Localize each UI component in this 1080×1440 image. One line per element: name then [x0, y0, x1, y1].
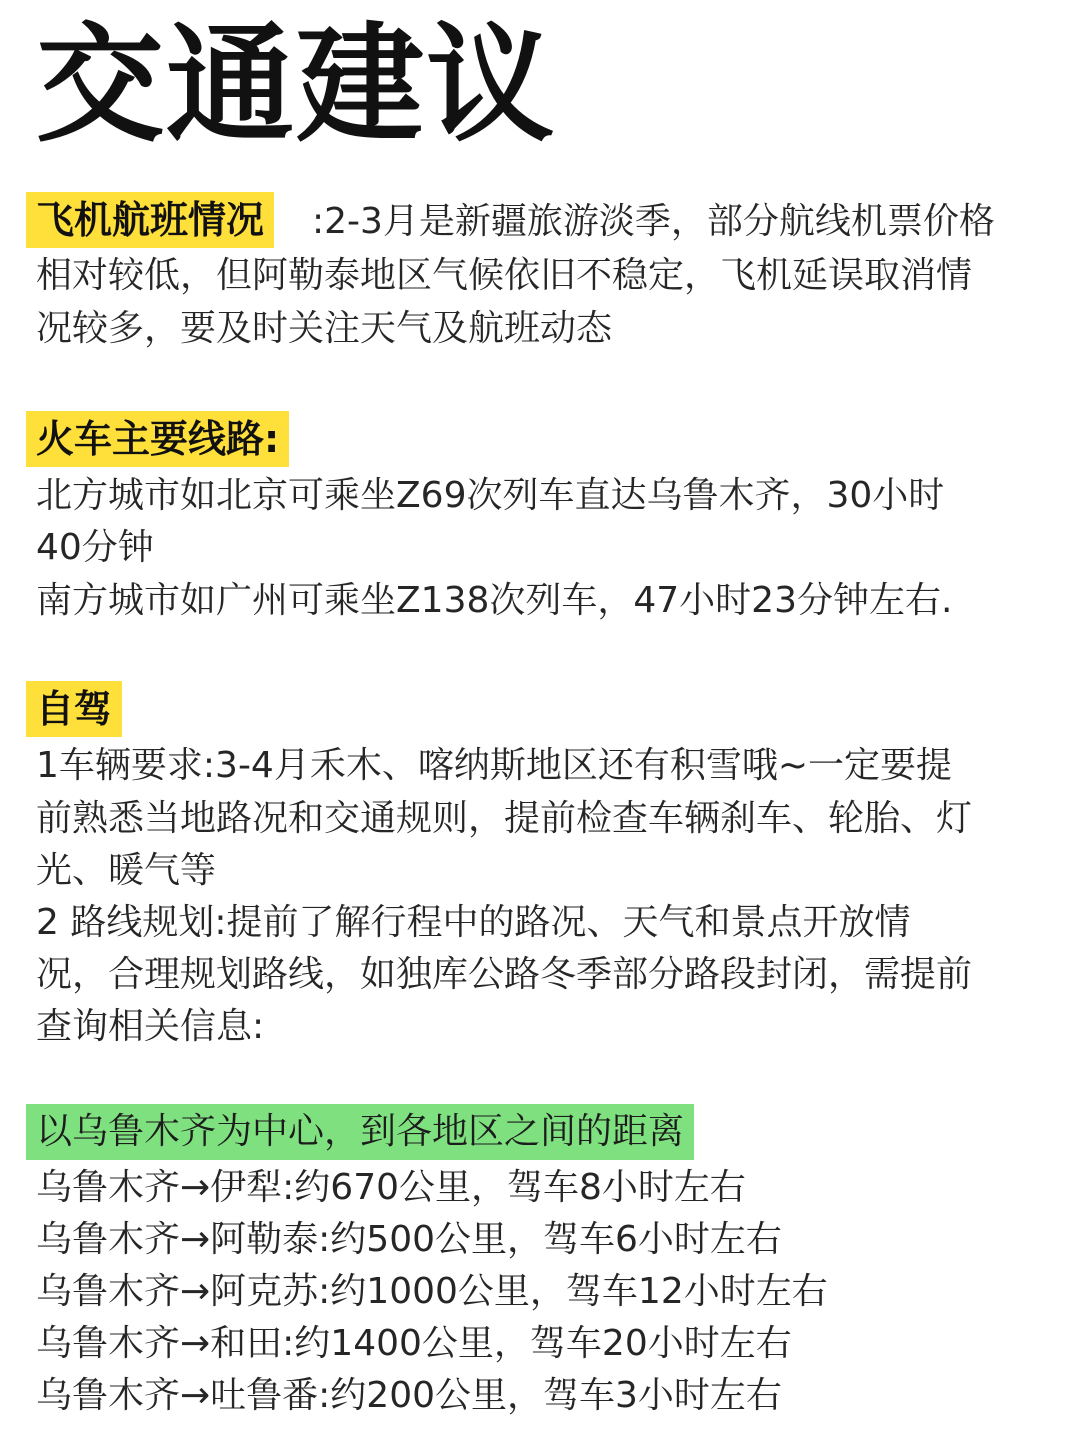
train-heading: 火车主要线路: — [26, 411, 289, 467]
page-title: 交通建议 — [36, 11, 557, 160]
drive-text-line4: 2 路线规划:提前了解行程中的路况、天气和景点开放情 — [36, 902, 911, 943]
flight-heading: 飞机航班情况 — [26, 192, 274, 248]
distance-item: 乌鲁木齐→伊犁:约670公里，驾车8小时左右 — [36, 1167, 746, 1208]
distance-item: 乌鲁木齐→阿勒泰:约500公里，驾车6小时左右 — [36, 1219, 782, 1260]
train-text-line3: 南方城市如广州可乘坐Z138次列车，47小时23分钟左右. — [36, 580, 953, 621]
flight-text-line3: 况较多，要及时关注天气及航班动态 — [36, 308, 613, 349]
distance-item: 乌鲁木齐→吐鲁番:约200公里，驾车3小时左右 — [36, 1375, 782, 1416]
train-text-line1: 北方城市如北京可乘坐Z69次列车直达乌鲁木齐，30小时 — [36, 475, 945, 516]
train-text-line2: 40分钟 — [36, 527, 154, 568]
flight-text-line2: 相对较低，但阿勒泰地区气候依旧不稳定，飞机延误取消情 — [36, 255, 973, 296]
drive-text-line6: 查询相关信息: — [36, 1006, 265, 1047]
distance-item: 乌鲁木齐→阿克苏:约1000公里，驾车12小时左右 — [36, 1271, 828, 1312]
drive-text-line5: 况，合理规划路线，如独库公路冬季部分路段封闭，需提前 — [36, 954, 973, 995]
drive-text-line3: 光、暖气等 — [36, 850, 217, 891]
flight-text-line1: :2-3月是新疆旅游淡季，部分航线机票价格 — [312, 201, 995, 242]
drive-text-line2: 前熟悉当地路况和交通规则，提前检查车辆刹车、轮胎、灯 — [36, 798, 973, 839]
drive-text-line1: 1车辆要求:3-4月禾木、喀纳斯地区还有积雪哦~一定要提 — [36, 745, 952, 786]
distance-item: 乌鲁木齐→和田:约1400公里，驾车20小时左右 — [36, 1323, 792, 1364]
distance-heading: 以乌鲁木齐为中心，到各地区之间的距离 — [26, 1104, 694, 1160]
drive-heading: 自驾 — [26, 681, 122, 737]
